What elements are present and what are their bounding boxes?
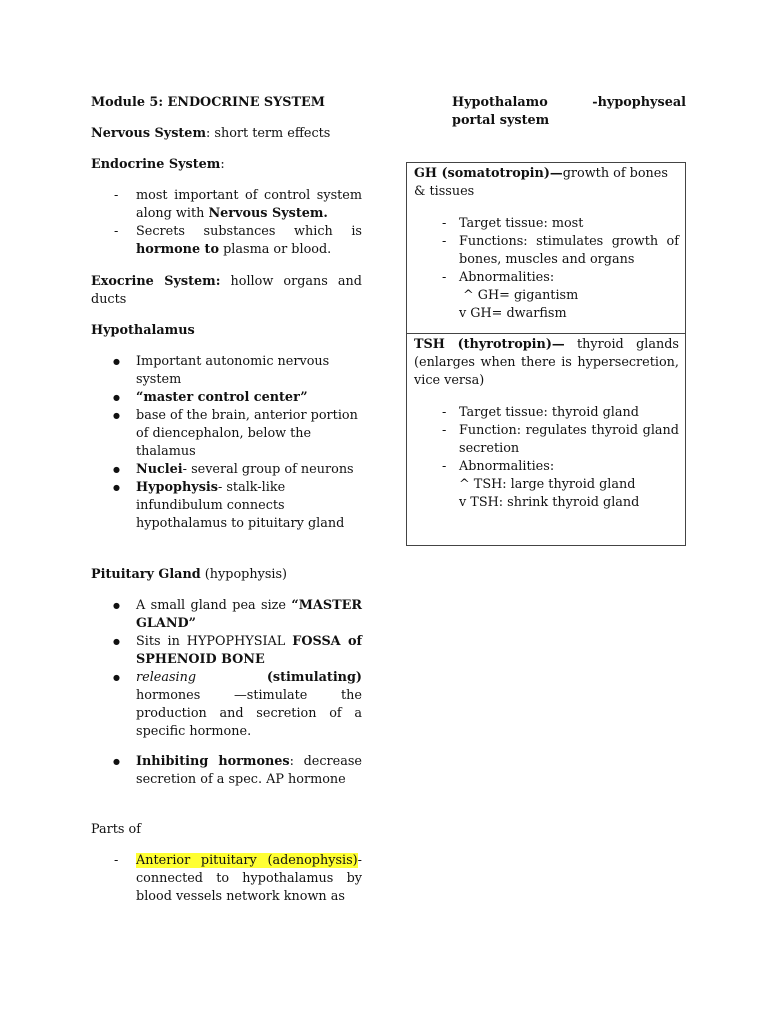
list-item: - Abnormalities: ^ TSH: large thyroid gland v TSH: shrink thyroid gland	[414, 458, 679, 512]
gh-box	[406, 162, 686, 334]
highlighted-text: Anterior pituitary (adenophysis)	[136, 853, 358, 868]
list-item: ● Sits in HYPOPHYSIAL FOSSA of SPHENOID BONE	[91, 633, 362, 669]
tsh-list	[414, 404, 679, 512]
list-item: - Function: regulates thyroid gland secretion	[414, 422, 679, 458]
list-item: - Functions: stimulates growth of bones, muscles and organs	[414, 233, 679, 269]
hypothalamus-heading: Hypothalamus	[91, 323, 195, 338]
tsh-title: TSH (thyrotropin)— thyroid glands (enlarges when there is hypersecretion, vice versa)	[414, 337, 679, 388]
hypothalamus-list	[91, 353, 362, 533]
pituitary-list	[91, 597, 362, 741]
list-item: ● Nuclei- several group of neurons	[91, 461, 362, 479]
list-item: ● releasing (stimulating) hormones —stimulate the production and secretion of a specific hormone.	[91, 669, 362, 741]
parts-list	[91, 852, 362, 906]
list-item: - Abnormalities: ^ GH= gigantism v GH= dwarfism	[414, 269, 679, 323]
inhibiting-list	[91, 753, 362, 789]
list-item: - Anterior pituitary (adenophysis)- connected to hypothalamus by blood vessels network known as	[91, 852, 362, 906]
gh-title: GH (somatotropin)—growth of bones & tissues	[414, 166, 668, 199]
list-item: ● A small gland pea size “MASTER GLAND”	[91, 597, 362, 633]
list-item: ● “master control center”	[91, 389, 362, 407]
left-column	[91, 94, 362, 906]
tsh-box	[406, 334, 686, 546]
list-item: - Target tissue: thyroid gland	[414, 404, 679, 422]
parts-of-line: Parts of	[91, 822, 142, 837]
pituitary-heading: Pituitary Gland (hypophysis)	[91, 567, 288, 582]
list-item: ● Inhibiting hormones: decrease secretion of a spec. AP hormone	[91, 753, 362, 789]
gh-list	[414, 215, 679, 323]
right-column	[406, 94, 686, 546]
list-item: - most important of control system along with Nervous System.	[91, 187, 362, 223]
endocrine-heading: Endocrine System:	[91, 157, 225, 172]
list-item: - Secrets substances which is hormone to plasma or blood.	[91, 223, 362, 259]
list-item: - Target tissue: most	[414, 215, 679, 233]
portal-system-heading: Hypothalamo -hypophyseal portal system	[452, 95, 686, 128]
list-item: ● base of the brain, anterior portion of diencephalon, below the thalamus	[91, 407, 362, 461]
endocrine-list	[91, 187, 362, 259]
nervous-system-line: Nervous System: short term effects	[91, 126, 331, 141]
exocrine-line: Exocrine System: hollow organs and ducts	[91, 274, 362, 307]
list-item: ● Hypophysis- stalk-like infundibulum connects hypothalamus to pituitary gland	[91, 479, 362, 533]
module-title: Module 5: ENDOCRINE SYSTEM	[91, 95, 325, 110]
list-item: ● Important autonomic nervous system	[91, 353, 362, 389]
